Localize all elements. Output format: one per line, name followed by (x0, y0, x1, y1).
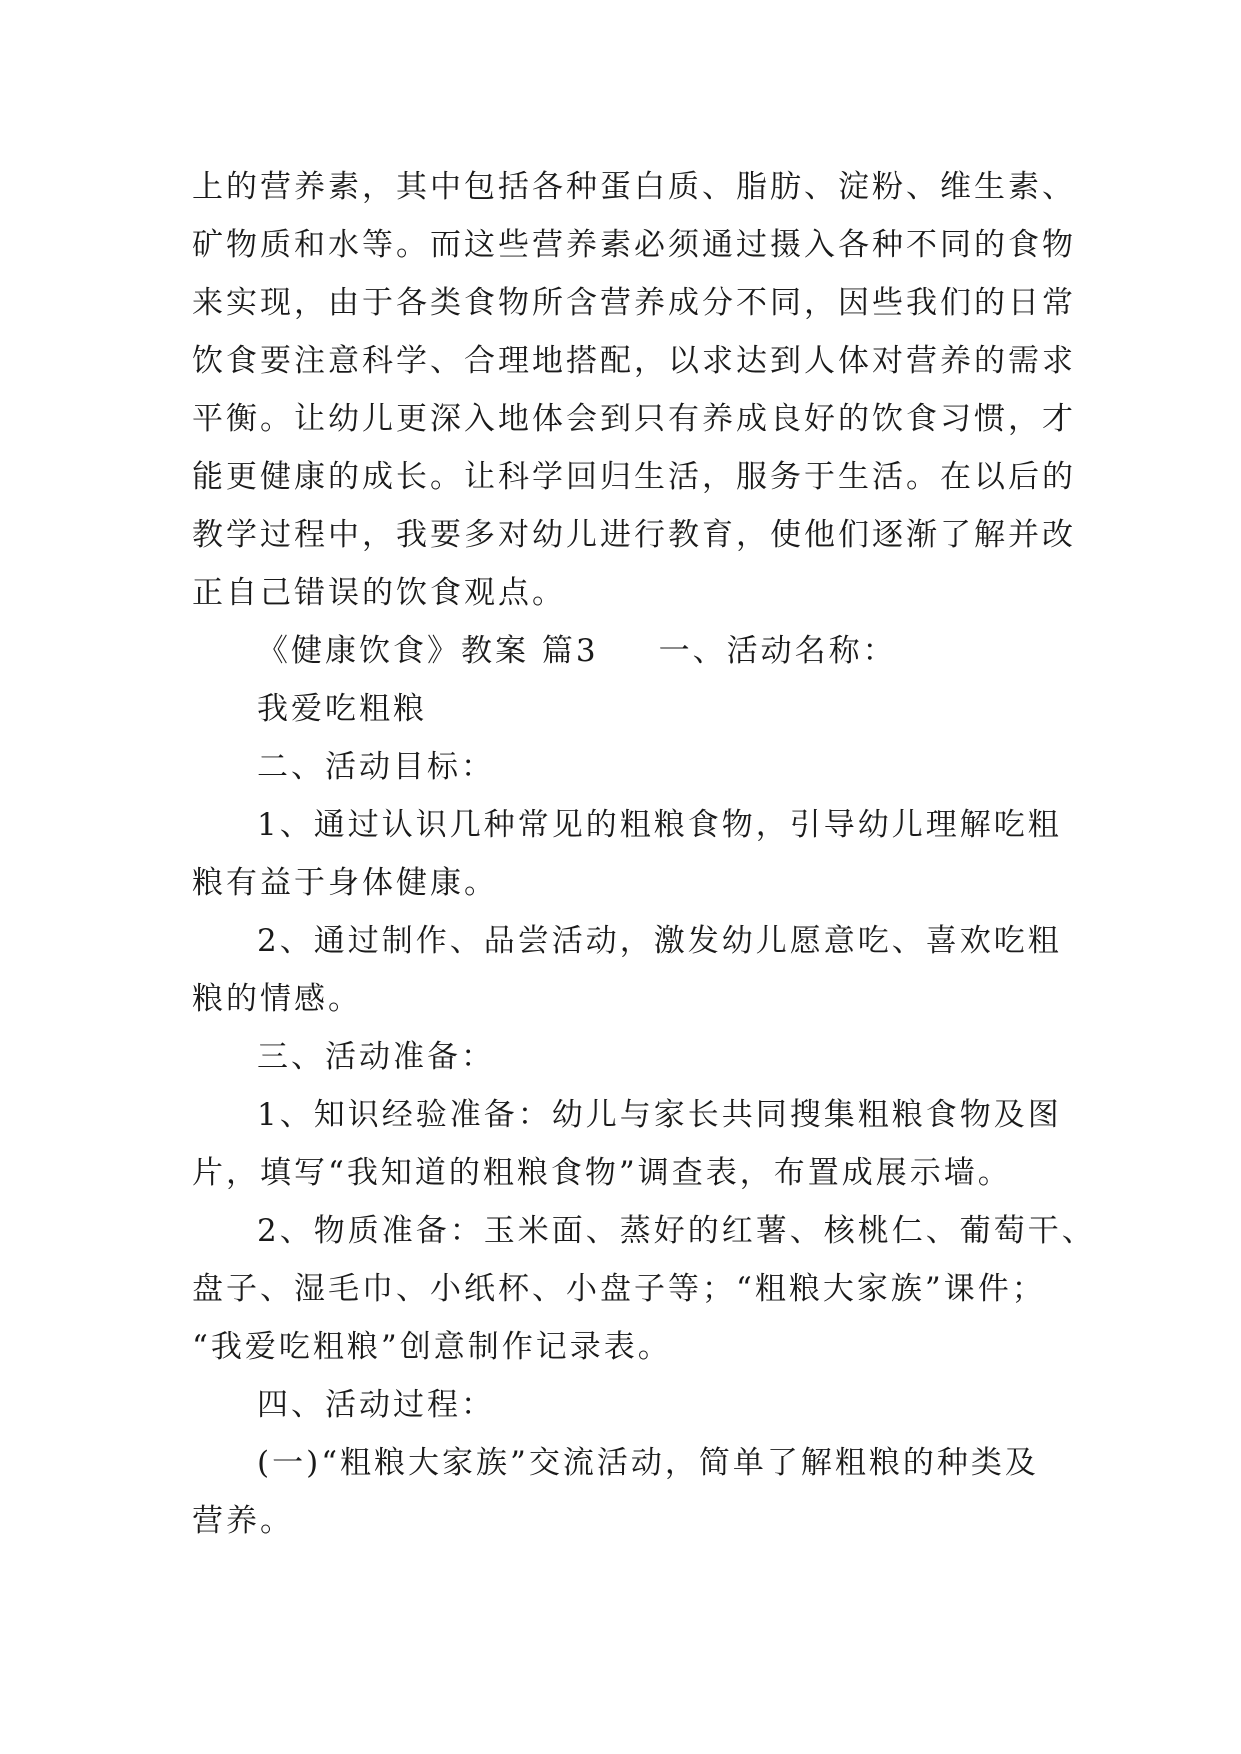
goal-item-2: 2、通过制作、品尝活动，激发幼儿愿意吃、喜欢吃粗 (257, 923, 1062, 959)
document-body (192, 158, 1096, 1550)
body-line: 上的营养素，其中包括各种蛋白质、脂肪、淀粉、维生素、 (192, 169, 1076, 205)
body-line: 正自己错误的饮食观点。 (192, 575, 566, 611)
body-line: 饮食要注意科学、合理地搭配，以求达到人体对营养的需求 (192, 343, 1076, 379)
goal-item-1: 1、通过认识几种常见的粗粮食物，引导幼儿理解吃粗 (257, 807, 1062, 843)
body-line: 来实现，由于各类食物所含营养成分不同，因些我们的日常 (192, 285, 1076, 321)
prep-item-1: 1、知识经验准备：幼儿与家长共同搜集粗粮食物及图 (257, 1097, 1062, 1133)
prep-item-2: 2、物质准备：玉米面、蒸好的红薯、核桃仁、葡萄干、 (257, 1213, 1096, 1249)
section-title: 《健康饮食》教案 篇3 (257, 633, 599, 669)
section-heading-line (192, 622, 1092, 680)
heading-process: 四、活动过程： (257, 1387, 495, 1423)
section-subheading: 一、活动名称： (658, 633, 897, 669)
process-item-1: (一)“粗粮大家族”交流活动，简单了解粗粮的种类及 (257, 1445, 1039, 1481)
heading-preparation: 三、活动准备： (257, 1039, 495, 1075)
prep-item-2-cont: 盘子、湿毛巾、小纸杯、小盘子等；“粗粮大家族”课件； (192, 1271, 1046, 1307)
goal-item-1-cont: 粮有益于身体健康。 (192, 865, 498, 901)
body-line: 能更健康的成长。让科学回归生活，服务于生活。在以后的 (192, 459, 1076, 495)
body-line: 矿物质和水等。而这些营养素必须通过摄入各种不同的食物 (192, 227, 1076, 263)
process-item-1-cont: 营养。 (192, 1503, 294, 1539)
goal-item-2-cont: 粮的情感。 (192, 981, 362, 1017)
heading-goals: 二、活动目标： (257, 749, 495, 785)
prep-item-2-cont-2: “我爱吃粗粮”创意制作记录表。 (192, 1329, 672, 1365)
prep-item-1-cont: 片，填写“我知道的粗粮食物”调查表，布置成展示墙。 (192, 1155, 1012, 1191)
body-line: 教学过程中，我要多对幼儿进行教育，使他们逐渐了解并改 (192, 517, 1076, 553)
activity-name: 我爱吃粗粮 (257, 691, 427, 727)
body-line: 平衡。让幼儿更深入地体会到只有养成良好的饮食习惯，才 (192, 401, 1076, 437)
